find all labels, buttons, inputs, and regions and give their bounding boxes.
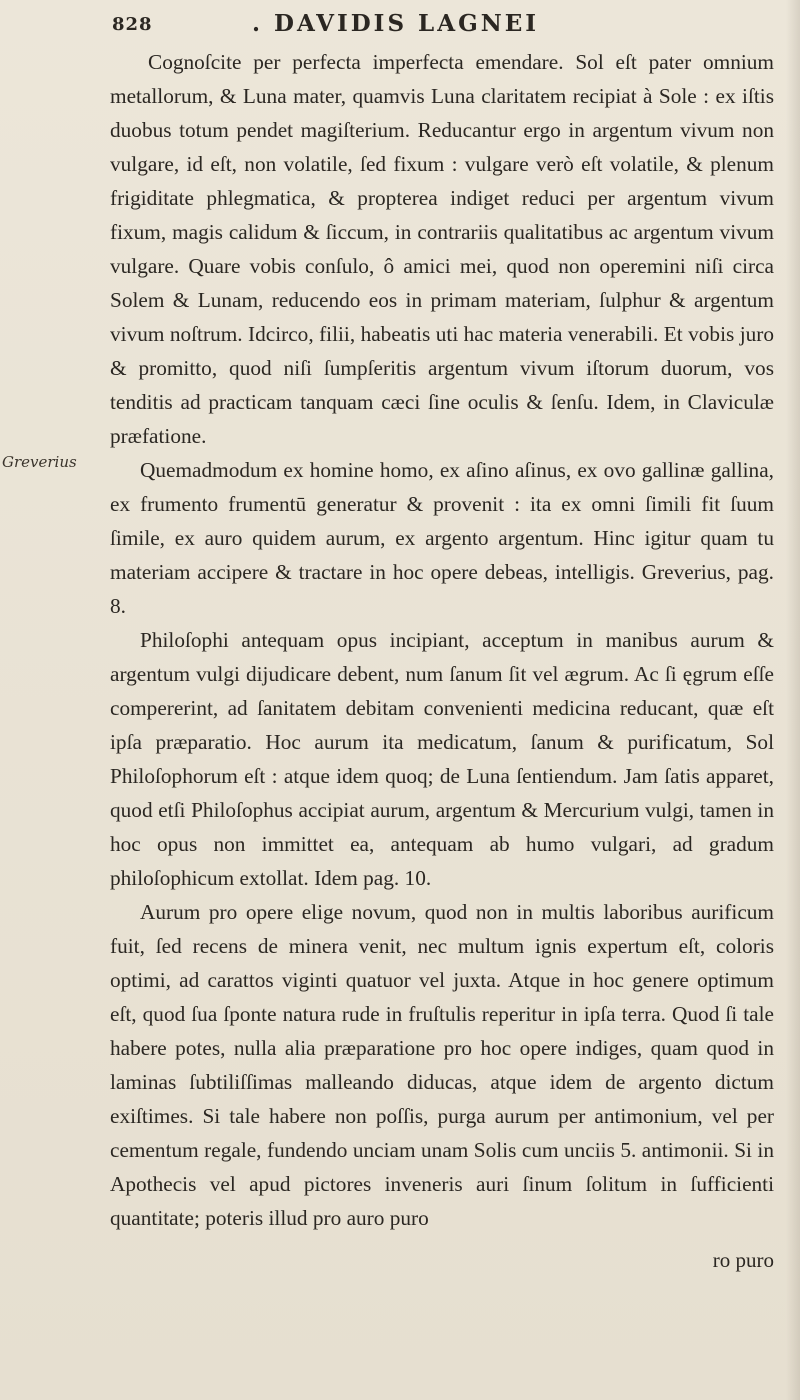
main-text <box>110 45 774 1235</box>
page-edge-shadow <box>786 0 800 1400</box>
page-header <box>112 10 772 44</box>
running-head: . DAVIDIS LAGNEI <box>252 10 540 37</box>
paragraph-2: Quemadmodum ex homine homo, ex aſino aſinus, ex ovo gallinæ gallina, ex frumento frumentū generatur & provenit : ita ex omni ſimili fit ſuum ſimile, ex auro quidem aurum, ex argento argentum. Hinc igitur quam tu materiam accipere & tractare in hoc opere debeas, intelligis. Greverius, pag. 8. <box>110 458 774 618</box>
paragraph-3: Philoſophi antequam opus incipiant, acceptum in manibus aurum & argentum vulgi dijudicare debent, num ſanum ſit vel ægrum. Ac ſi ęgrum eſſe compererint, ad ſanitatem debitam convenienti medicina reducant, quæ eſt ipſa præparatio. Hoc aurum ita medicatum, ſanum & purificatum, Sol Philoſophorum eſt : atque idem quoq; de Luna ſentiendum. Jam ſatis apparet, quod etſi Philoſophus accipiat aurum, argentum & Mercurium vulgi, tamen in hoc opus non immittet ea, antequam ab humo vulgari, ad gradum philoſophicum extollat. Idem pag. 10. <box>110 628 774 890</box>
catchword: ro puro <box>712 1248 774 1272</box>
paragraph-1: Cognoſcite per perfecta imperfecta emendare. Sol eſt pater omnium metallorum, & Luna mater, quamvis Luna claritatem recipiat à Sole : ex iſtis duobus totum pendet magiſterium. Reducantur ergo in argentum vivum non vulgare, id eſt, non volatile, ſed fixum : vulgare verò eſt volatile, & plenum frigiditate phlegmatica, & propterea indiget reduci per argentum vivum fixum, magis calidum & ſiccum, in contrariis qualitatibus ac argentum vivum vulgare. Quare vobis conſulo, ô amici mei, quod non operemini niſi circa Solem & Lunam, reducendo eos in primam materiam, ſulphur & argentum vivum noſtrum. Idcirco, filii, habeatis uti hac materia venerabili. Et vobis juro & promitto, quod niſi ſumpſeritis argentum vivum iſtorum duorum, vos tenditis ad practicam tanquam cæci ſine oculis & ſenſu. Idem, in Claviculæ præfatione. <box>110 50 774 448</box>
page-number: 828 <box>112 14 153 35</box>
paragraph-4: Aurum pro opere elige novum, quod non in multis laboribus aurificum fuit, ſed recens de minera venit, nec multum ignis expertum eſt, coloris optimi, ad carattos viginti quatuor vel juxta. Atque in hoc genere optimum eſt, quod ſua ſponte natura rude in fruſtulis reperitur in ipſa terra. Quod ſi tale habere potes, nulla alia præparatione pro hoc opere indiges, quam quod in laminas ſubtiliſſimas malleando diducas, atque idem de argento dictum exiſtimes. Si tale habere non poſſis, purga aurum per antimonium, vel per cementum regale, fundendo unciam unam Solis cum unciis 5. antimonii. Si in Apothecis vel apud pictores inveneris auri ſinum ſolitum in ſufficienti quantitate; poteris illud pro auro puro <box>110 900 774 1230</box>
marginal-note: Greverius <box>2 453 77 471</box>
